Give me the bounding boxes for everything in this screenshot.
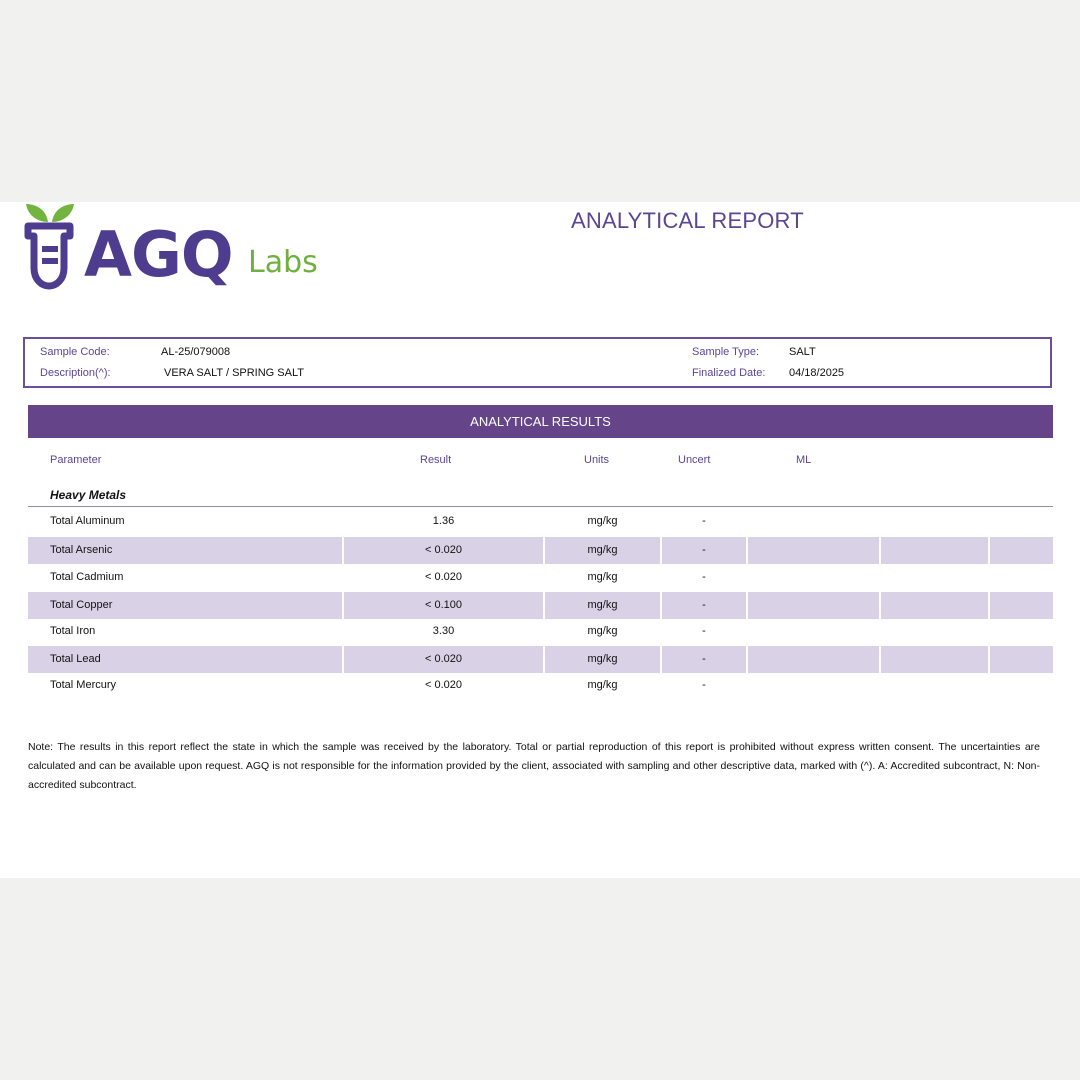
result-cell: < 0.020	[424, 679, 462, 691]
report-title: ANALYTICAL REPORT	[571, 208, 804, 233]
units-cell: mg/kg	[587, 571, 618, 583]
blank-cell	[990, 646, 1053, 673]
column-header-uncert: Uncert	[678, 454, 711, 466]
finalized-date-value: 04/18/2025	[789, 367, 845, 379]
parameter-cell: Total Copper	[28, 592, 342, 619]
table-row	[28, 646, 1053, 673]
logo-labs-text: Labs	[248, 245, 318, 280]
units-cell: mg/kg	[545, 646, 660, 673]
uncert-cell: -	[702, 515, 706, 527]
column-header-parameter: Parameter	[50, 454, 102, 466]
ml-cell	[748, 646, 879, 673]
uncert-cell: -	[662, 537, 746, 564]
blank-cell	[881, 592, 988, 619]
result-cell: 3.30	[432, 625, 455, 637]
parameter-cell: Total Arsenic	[28, 537, 342, 564]
ml-cell	[748, 537, 879, 564]
table-row	[28, 537, 1053, 564]
description-label: Description(^):	[40, 367, 111, 379]
report-sheet	[0, 202, 1080, 878]
table-row	[28, 618, 1053, 645]
uncert-cell: -	[662, 646, 746, 673]
column-header-units: Units	[584, 454, 610, 466]
blank-cell	[881, 646, 988, 673]
column-header-result: Result	[420, 454, 452, 466]
sample-code-label: Sample Code:	[40, 346, 110, 358]
column-header-ml: ML	[796, 454, 812, 466]
analytical-results-header: ANALYTICAL RESULTS	[28, 405, 1053, 438]
table-row	[28, 508, 1053, 535]
description-value: VERA SALT / SPRING SALT	[164, 367, 304, 379]
finalized-date-label: Finalized Date:	[692, 367, 766, 379]
units-cell: mg/kg	[587, 625, 618, 637]
report-note: Note: The results in this report reflect the state in which the sample was received by the laboratory. Total or partial reproduction of this report is prohibited without express written consent. The uncertainties are calculated and can be available upon request. AGQ is not responsible for the information provided by the client, associated with sampling and other descriptive data, marked with (^). A: Accredited subcontract, N: Non-accredited subcontract.	[28, 741, 1040, 791]
blank-cell	[990, 537, 1053, 564]
blank-cell	[990, 592, 1053, 619]
parameter-cell: Total Mercury	[50, 679, 117, 691]
result-cell: < 0.020	[424, 571, 462, 583]
units-cell: mg/kg	[545, 537, 660, 564]
units-cell: mg/kg	[545, 592, 660, 619]
sample-info-box	[23, 337, 1052, 388]
sample-type-label: Sample Type:	[692, 346, 760, 358]
header-divider	[28, 506, 1053, 507]
parameter-cell: Total Iron	[50, 625, 96, 637]
agq-labs-logo	[22, 202, 318, 302]
table-row	[28, 592, 1053, 619]
result-cell: 1.36	[432, 515, 455, 527]
result-cell: < 0.020	[344, 537, 543, 564]
uncert-cell: -	[702, 571, 706, 583]
parameter-cell: Total Aluminum	[50, 515, 125, 527]
units-cell: mg/kg	[587, 515, 618, 527]
uncert-cell: -	[662, 592, 746, 619]
sample-code-value: AL-25/079008	[161, 346, 231, 358]
result-cell: < 0.020	[344, 646, 543, 673]
uncert-cell: -	[702, 625, 706, 637]
uncert-cell: -	[702, 679, 706, 691]
table-row	[28, 564, 1053, 591]
logo-wordmark: AGQ	[84, 218, 233, 291]
table-row	[28, 672, 1053, 699]
leaf-icon	[24, 202, 76, 224]
parameter-cell: Total Lead	[28, 646, 342, 673]
units-cell: mg/kg	[587, 679, 618, 691]
blank-cell	[881, 537, 988, 564]
result-cell: < 0.100	[344, 592, 543, 619]
sample-type-value: SALT	[789, 346, 816, 358]
ml-cell	[748, 592, 879, 619]
group-heading-heavy-metals: Heavy Metals	[50, 488, 127, 502]
test-tube-icon	[24, 222, 74, 290]
parameter-cell: Total Cadmium	[50, 571, 124, 583]
